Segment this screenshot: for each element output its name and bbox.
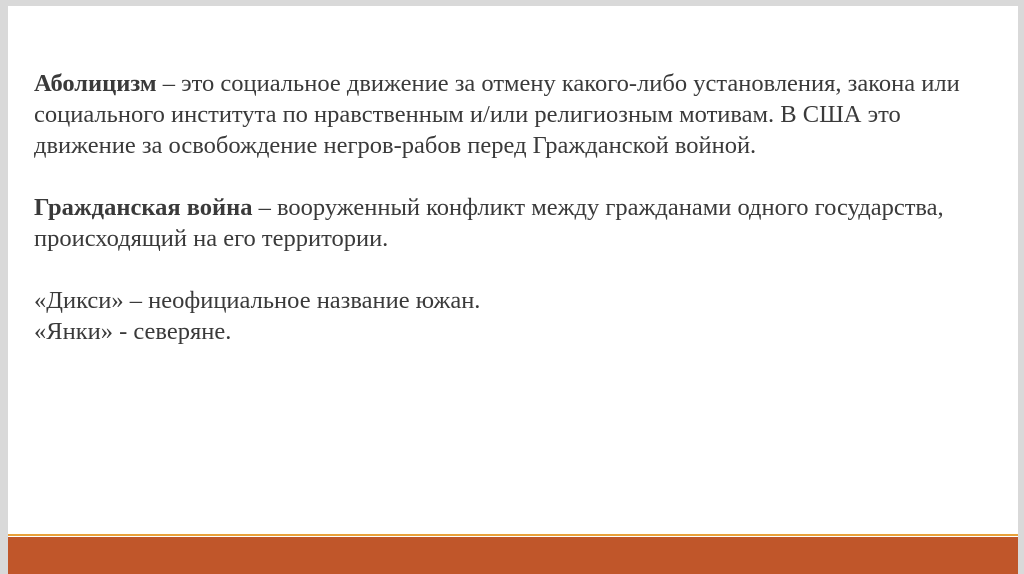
note-dixie: «Дикси» – неофициальное название южан.: [34, 287, 481, 314]
definition-text: – вооруженный конфликт между гражданами одного государства, происходящий на его территории.: [34, 194, 944, 252]
footer-accent-line: [8, 534, 1018, 536]
slide-frame-top: [8, 0, 1018, 6]
slide-frame-right: [1018, 0, 1024, 574]
slide-content: [34, 68, 974, 347]
slide-frame-left: [0, 0, 8, 574]
definition-abolitionism: [34, 68, 974, 161]
note-yankees: «Янки» - северяне.: [34, 318, 232, 345]
definition-term: Гражданская война: [34, 194, 253, 221]
definition-term: Аболицизм: [34, 70, 157, 97]
definition-text: – это социальное движение за отмену какого-либо установления, закона или социального института по нравственным и/или религиозным мотивам. В США это движение за освобождение негров-рабов перед Гражданской войной.: [34, 70, 960, 159]
footer-bar: [8, 537, 1018, 574]
definition-civil-war: [34, 192, 974, 254]
